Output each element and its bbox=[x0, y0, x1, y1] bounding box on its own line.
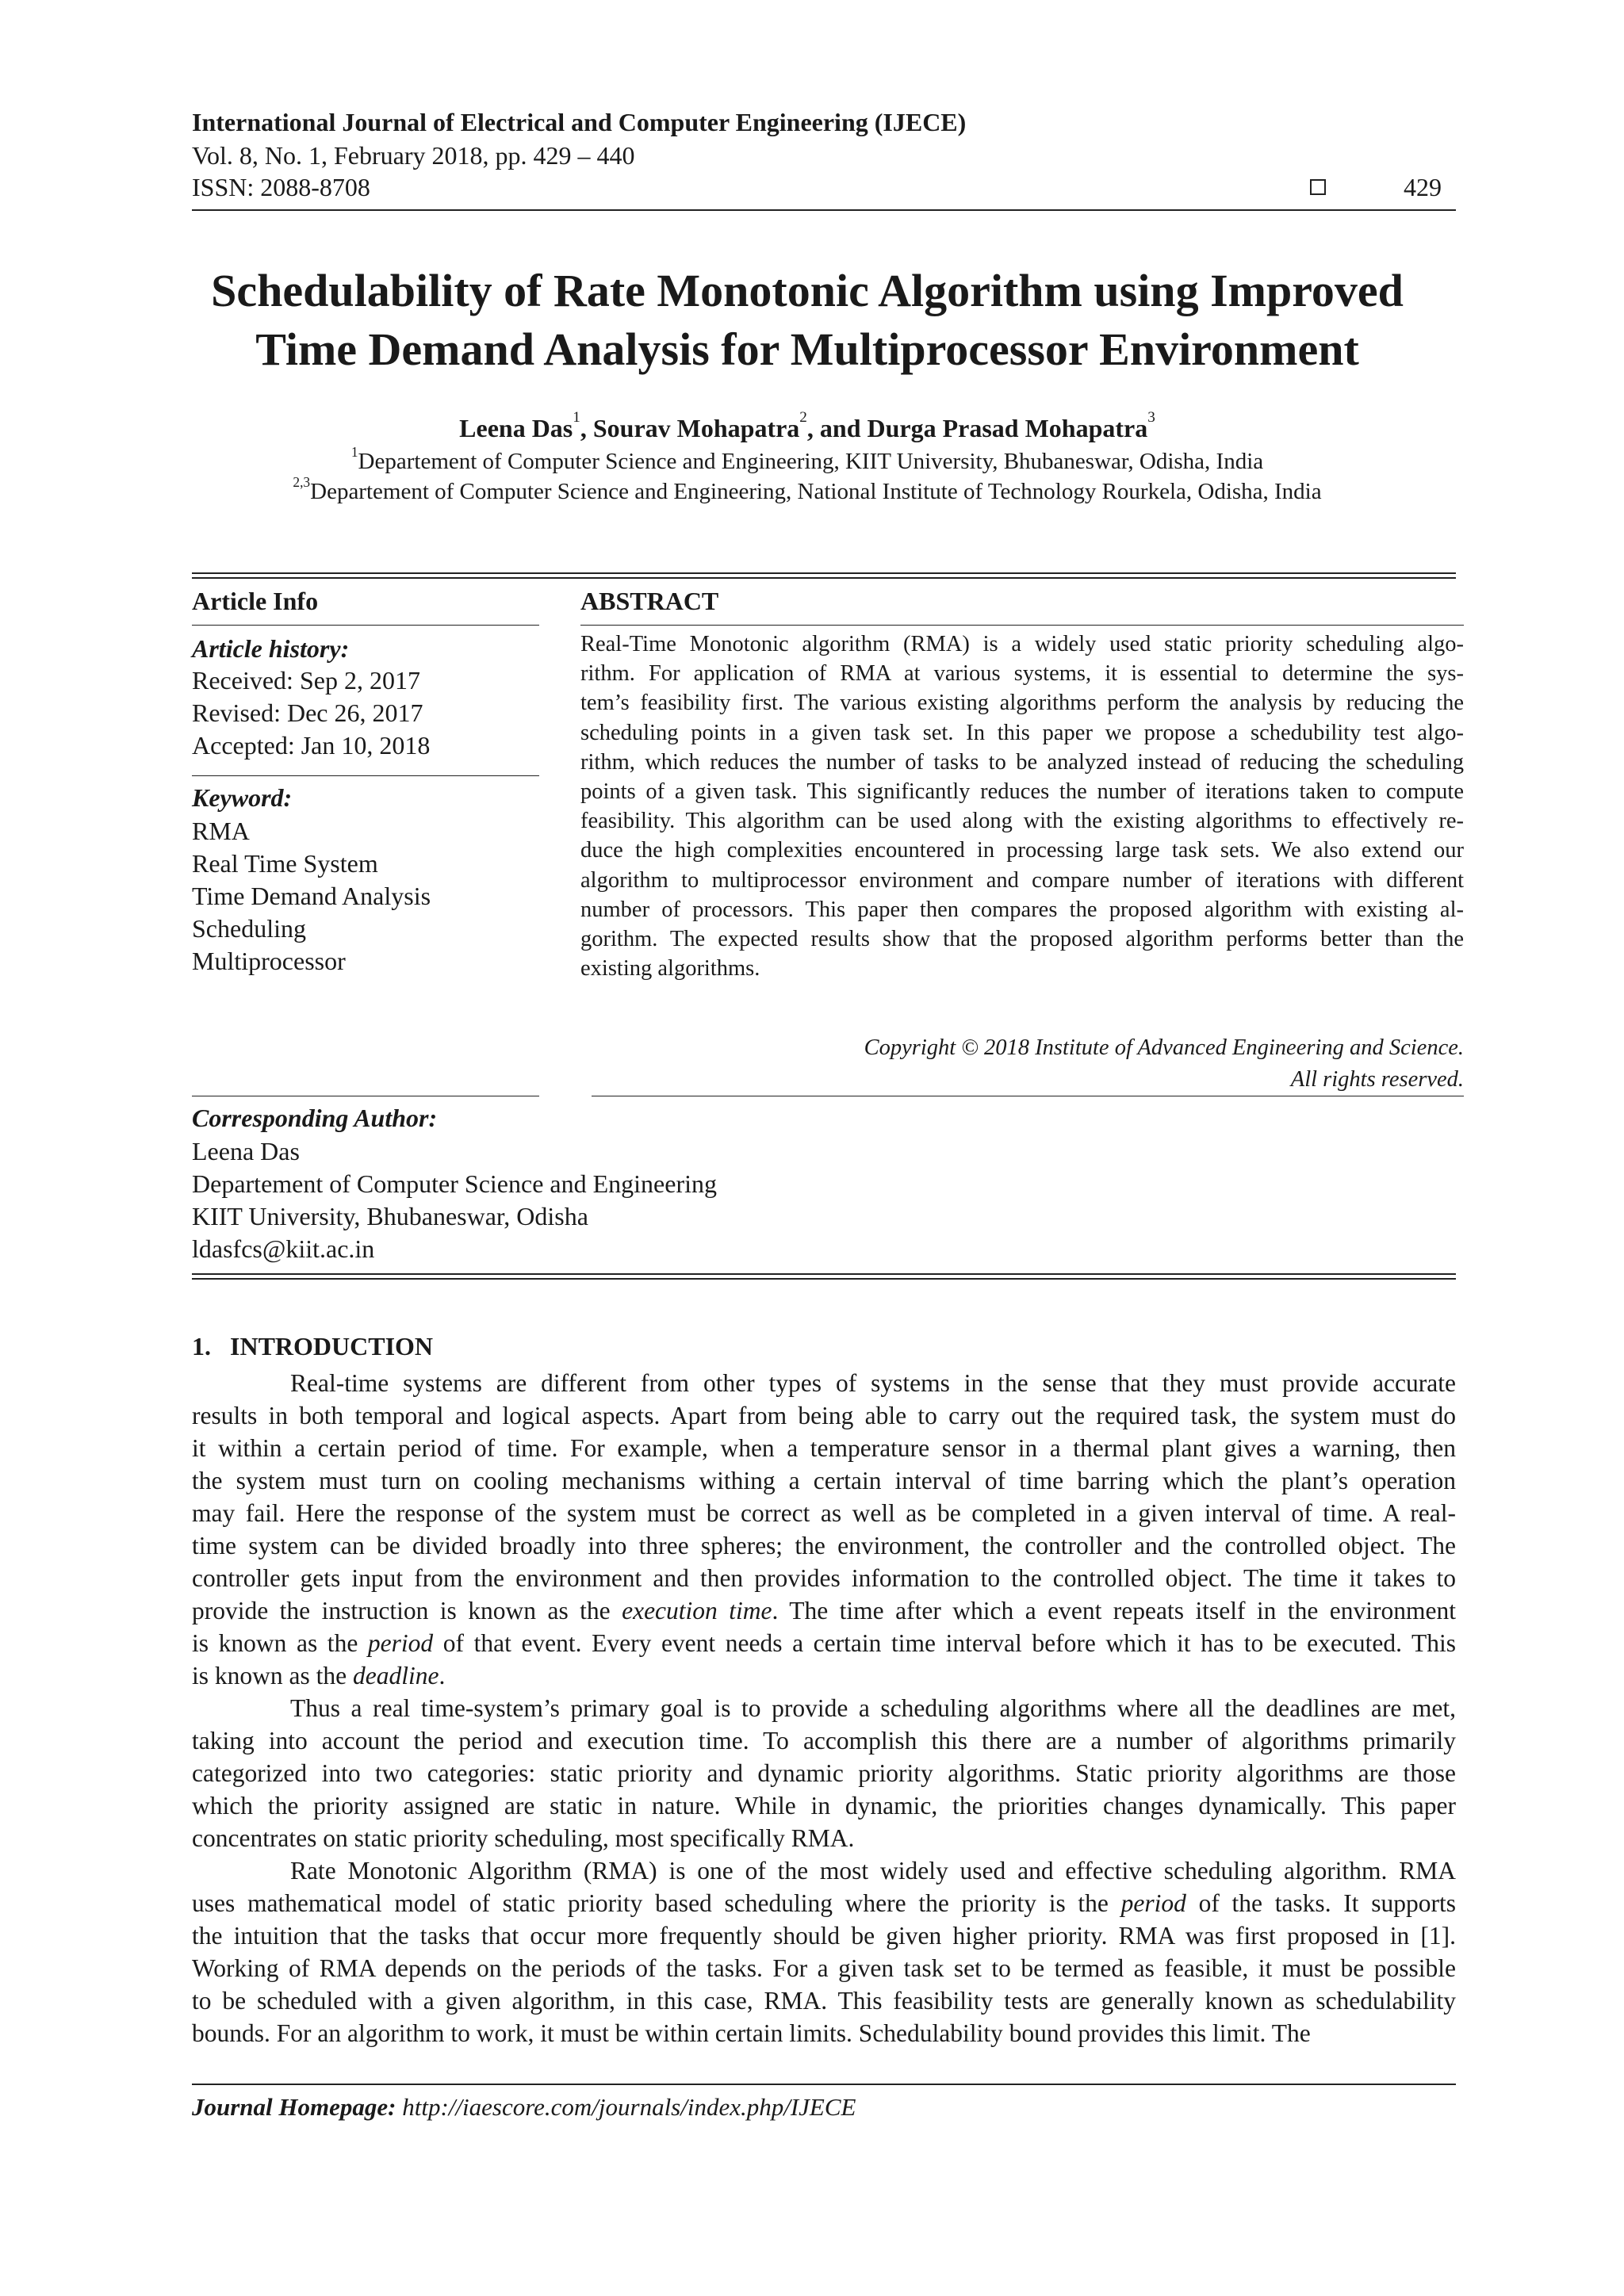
info-rule bbox=[192, 625, 539, 626]
abstract-line: gorithm. The expected results show that the proposed algorithm performs better than the bbox=[580, 927, 1464, 952]
accepted-date: Accepted: Jan 10, 2018 bbox=[192, 731, 431, 760]
affiliation-sup: 1 bbox=[350, 444, 358, 460]
article-history-label: Article history: bbox=[192, 634, 350, 663]
emphasis: period bbox=[1120, 1889, 1186, 1917]
section-heading bbox=[192, 1332, 433, 1361]
author-sup: 2 bbox=[799, 409, 807, 426]
abstract-line: algorithm to multiprocessor environment and compare number of iterations with different bbox=[580, 867, 1464, 893]
footer-rule bbox=[192, 2084, 1456, 2085]
copyright-rights: All rights reserved. bbox=[1290, 1067, 1464, 1092]
body-line: results in both temporal and logical aspects. Apart from being able to carry out the required task, the system must do bbox=[192, 1402, 1456, 1429]
info-rule bbox=[192, 775, 539, 776]
body-line: bounds. For an algorithm to work, it must be within certain limits. Schedulability bound provides this limit. The bbox=[192, 2019, 1311, 2047]
body-line: concentrates on static priority scheduling, most specifically RMA. bbox=[192, 1824, 855, 1852]
emphasis: deadline bbox=[352, 1662, 439, 1689]
abstract-line: rithm. For application of RMA at various systems, it is essential to determine the sys- bbox=[580, 661, 1464, 687]
abstract-heading: ABSTRACT bbox=[580, 587, 719, 615]
body-line: it within a certain period of time. For example, when a temperature sensor in a thermal plant gives a warning, then bbox=[192, 1434, 1456, 1462]
body-line: which the priority assigned are static in nature. While in dynamic, the priorities changes dynamically. This paper bbox=[192, 1792, 1456, 1820]
affiliation-sup: 2,3 bbox=[293, 474, 311, 490]
abstract-line: points of a given task. This significantly reduces the number of iterations taken to compute bbox=[580, 779, 1464, 805]
affiliation bbox=[159, 444, 1456, 475]
revised-date: Revised: Dec 26, 2017 bbox=[192, 698, 423, 727]
section-rule bbox=[192, 577, 1456, 579]
author-name: Durga Prasad Mohapatra bbox=[867, 414, 1148, 442]
journal-volume: Vol. 8, No. 1, February 2018, pp. 429 – 440 bbox=[192, 141, 635, 170]
keyword-item: Scheduling bbox=[192, 914, 306, 943]
title-line: Schedulability of Rate Monotonic Algorithm using Improved bbox=[211, 265, 1404, 316]
keyword-label: Keyword: bbox=[192, 783, 293, 812]
body-line: to be scheduled with a given algorithm, in this case, RMA. This feasibility tests are generally known as schedulability bbox=[192, 1987, 1456, 2015]
keyword-item: Time Demand Analysis bbox=[192, 882, 431, 910]
affiliation-text: Departement of Computer Science and Engineering, KIIT University, Bhubaneswar, Odisha, India bbox=[358, 449, 1264, 474]
body-line: Rate Monotonic Algorithm (RMA) is one of the most widely used and effective scheduling algorithm. RMA bbox=[290, 1857, 1456, 1885]
abstract-line: tem’s feasibility first. The various existing algorithms perform the analysis by reducing the bbox=[580, 691, 1464, 716]
body-line: Real-time systems are different from other types of systems in the sense that they must provide accurate bbox=[290, 1369, 1456, 1397]
section-rule bbox=[192, 572, 1456, 574]
author-separator: , bbox=[580, 414, 593, 442]
corresponding-univ: KIIT University, Bhubaneswar, Odisha bbox=[192, 1202, 588, 1230]
body-line: provide the instruction is known as the execution time. The time after which a event repeats itself in the environment bbox=[192, 1597, 1456, 1624]
author-separator: , and bbox=[806, 414, 868, 442]
body-line: Thus a real time-system’s primary goal is to provide a scheduling algorithms where all the deadlines are met, bbox=[290, 1694, 1456, 1722]
article-info-heading: Article Info bbox=[192, 587, 319, 615]
body-line: taking into account the period and execution time. To accomplish this there are a number of algorithms primarily bbox=[192, 1727, 1456, 1755]
body-paragraph bbox=[192, 1367, 1456, 1692]
corresponding-author-label: Corresponding Author: bbox=[192, 1104, 438, 1132]
body-line: the intuition that the tasks that occur more frequently should be given higher priority. RMA was first proposed in [1]. bbox=[192, 1922, 1456, 1950]
section-rule bbox=[192, 1278, 1456, 1280]
abstract-line: scheduling points in a given task set. In this paper we propose a schedubility test algo- bbox=[580, 720, 1464, 745]
body-line: is known as the deadline. bbox=[192, 1662, 446, 1689]
journal-name: International Journal of Electrical and Computer Engineering (IJECE) bbox=[192, 108, 967, 136]
body-line: controller gets input from the environment and then provides information to the controlled object. The time it takes to bbox=[192, 1564, 1456, 1592]
author-name: Sourav Mohapatra bbox=[592, 414, 800, 442]
body-line: categorized into two categories: static priority and dynamic priority algorithms. Static priority algorithms are those bbox=[192, 1759, 1456, 1787]
body-line: time system can be divided broadly into three spheres; the environment, the controller and the controlled object. The bbox=[192, 1532, 1456, 1559]
received-date: Received: Sep 2, 2017 bbox=[192, 666, 420, 695]
author-list bbox=[159, 409, 1456, 443]
square-icon bbox=[1310, 179, 1326, 195]
abstract-line: number of processors. This paper then compares the proposed algorithm with existing al- bbox=[580, 897, 1464, 922]
keyword-item: Multiprocessor bbox=[192, 947, 346, 975]
author-sup: 1 bbox=[573, 409, 580, 426]
abstract-line: rithm, which reduces the number of tasks to be analyzed instead of reducing the scheduling bbox=[580, 749, 1464, 775]
keyword-item: RMA bbox=[192, 817, 250, 845]
homepage-url[interactable]: http://iaescore.com/journals/index.php/IJECE bbox=[402, 2093, 856, 2121]
abstract-rule bbox=[580, 625, 1464, 626]
corresponding-email: ldasfcs@kiit.ac.in bbox=[192, 1234, 375, 1263]
section-title: INTRODUCTION bbox=[230, 1332, 434, 1360]
body-paragraph bbox=[192, 1692, 1456, 1854]
body-paragraph bbox=[192, 1854, 1456, 2049]
title-line: Time Demand Analysis for Multiprocessor Environment bbox=[255, 323, 1359, 375]
section-rule bbox=[192, 1273, 1456, 1275]
header-rule bbox=[192, 209, 1456, 211]
affiliation-text: Departement of Computer Science and Engineering, National Institute of Technology Rourkela, Odisha, India bbox=[310, 479, 1322, 504]
emphasis: execution time bbox=[622, 1597, 772, 1624]
body-line: uses mathematical model of static priority based scheduling where the priority is the period of the tasks. It supports bbox=[192, 1889, 1456, 1917]
paper-title bbox=[159, 262, 1456, 379]
body-line: the system must turn on cooling mechanisms withing a certain interval of time barring which the plant’s operation bbox=[192, 1467, 1456, 1494]
corresponding-name: Leena Das bbox=[192, 1137, 300, 1165]
body-line: may fail. Here the response of the system must be correct as well as be completed in a given interval of time. A real- bbox=[192, 1499, 1456, 1527]
journal-homepage bbox=[192, 2093, 856, 2122]
body-line: is known as the period of that event. Every event needs a certain time interval before which it has to be executed. This bbox=[192, 1629, 1456, 1657]
copyright-line: Copyright © 2018 Institute of Advanced Engineering and Science. bbox=[864, 1035, 1464, 1060]
abstract-line: feasibility. This algorithm can be used along with the existing algorithms to effectively re- bbox=[580, 809, 1464, 834]
corresponding-dept: Departement of Computer Science and Engineering bbox=[192, 1169, 717, 1198]
section-number: 1. bbox=[192, 1332, 211, 1360]
author-name: Leena Das bbox=[459, 414, 573, 442]
body-line: Working of RMA depends on the periods of the tasks. For a given task set to be termed as feasible, it must be possible bbox=[192, 1954, 1456, 1982]
abstract-line: Real-Time Monotonic algorithm (RMA) is a widely used static priority scheduling algo- bbox=[580, 632, 1464, 656]
abstract-line: duce the high complexities encountered in processing large task sets. We also extend our bbox=[580, 838, 1464, 863]
affiliation bbox=[159, 474, 1456, 505]
homepage-label: Journal Homepage: bbox=[192, 2093, 396, 2121]
keyword-item: Real Time System bbox=[192, 849, 378, 878]
abstract-line: existing algorithms. bbox=[580, 956, 760, 982]
abstract-text bbox=[580, 629, 1464, 983]
author-sup: 3 bbox=[1147, 409, 1155, 426]
journal-issn: ISSN: 2088-8708 bbox=[192, 173, 370, 201]
page-number: 429 bbox=[1404, 173, 1442, 201]
emphasis: period bbox=[367, 1629, 434, 1657]
